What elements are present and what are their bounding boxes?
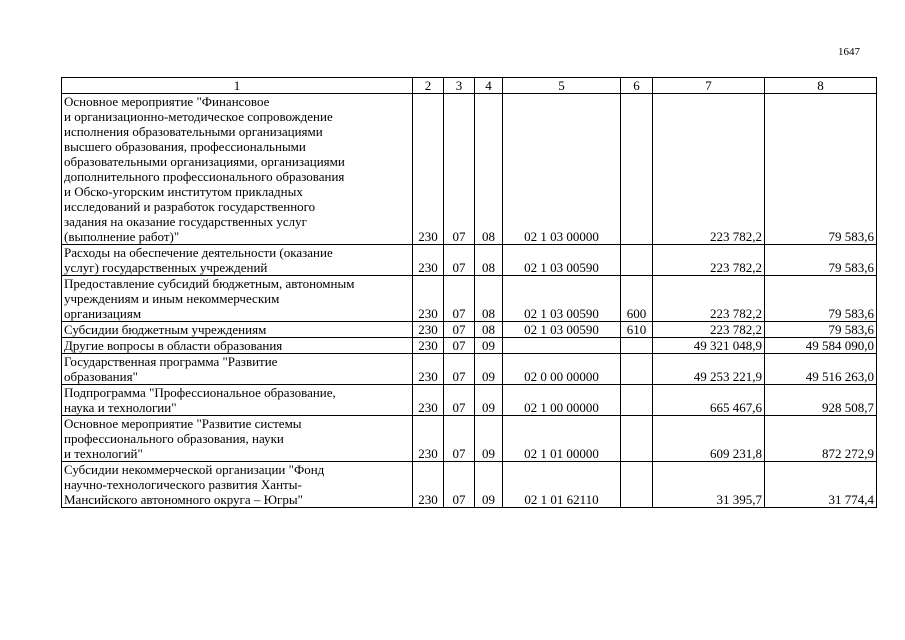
subsection-cell: 08 bbox=[475, 94, 503, 245]
amount-year2-cell: 928 508,7 bbox=[765, 385, 877, 416]
code-cell: 230 bbox=[413, 338, 444, 354]
amount-year1-cell: 49 253 221,9 bbox=[653, 354, 765, 385]
code-cell: 230 bbox=[413, 354, 444, 385]
amount-year2-cell: 79 583,6 bbox=[765, 322, 877, 338]
row-name-cell bbox=[62, 354, 413, 385]
row-name-line: Расходы на обеспечение деятельности (оказание bbox=[64, 245, 333, 260]
code-cell: 230 bbox=[413, 385, 444, 416]
amount-year1-cell: 665 467,6 bbox=[653, 385, 765, 416]
code-cell: 230 bbox=[413, 245, 444, 276]
row-name-line: исполнения образовательными организациями bbox=[64, 124, 323, 139]
amount-year2-cell: 49 584 090,0 bbox=[765, 338, 877, 354]
expense-type-cell bbox=[621, 94, 653, 245]
section-cell: 07 bbox=[444, 245, 475, 276]
header-cell: 6 bbox=[621, 78, 653, 94]
row-name-line: и Обско-угорским институтом прикладных bbox=[64, 184, 303, 199]
section-cell: 07 bbox=[444, 338, 475, 354]
amount-year1-cell: 223 782,2 bbox=[653, 322, 765, 338]
subsection-cell: 08 bbox=[475, 322, 503, 338]
expense-type-cell bbox=[621, 462, 653, 508]
target-article-cell: 02 1 03 00590 bbox=[503, 245, 621, 276]
row-name-line: (выполнение работ)" bbox=[64, 229, 180, 244]
row-name-line: Основное мероприятие "Финансовое bbox=[64, 94, 270, 109]
amount-year1-cell: 49 321 048,9 bbox=[653, 338, 765, 354]
target-article-cell: 02 1 03 00590 bbox=[503, 276, 621, 322]
page-number: 1647 bbox=[838, 46, 860, 58]
code-cell: 230 bbox=[413, 322, 444, 338]
row-name-line: Субсидии бюджетным учреждениям bbox=[64, 322, 267, 337]
amount-year2-cell: 49 516 263,0 bbox=[765, 354, 877, 385]
target-article-cell: 02 1 01 00000 bbox=[503, 416, 621, 462]
subsection-cell: 08 bbox=[475, 276, 503, 322]
row-name-cell bbox=[62, 338, 413, 354]
target-article-cell: 02 1 03 00000 bbox=[503, 94, 621, 245]
amount-year2-cell: 79 583,6 bbox=[765, 276, 877, 322]
row-name-cell bbox=[62, 94, 413, 245]
expense-type-cell bbox=[621, 354, 653, 385]
table-row bbox=[62, 385, 877, 416]
budget-table bbox=[61, 77, 877, 508]
row-name-line: Основное мероприятие "Развитие системы bbox=[64, 416, 302, 431]
expense-type-cell: 600 bbox=[621, 276, 653, 322]
amount-year2-cell: 872 272,9 bbox=[765, 416, 877, 462]
row-name-line: Предоставление субсидий бюджетным, автономным bbox=[64, 276, 355, 291]
table-row bbox=[62, 416, 877, 462]
amount-year1-cell: 223 782,2 bbox=[653, 276, 765, 322]
target-article-cell bbox=[503, 338, 621, 354]
header-cell: 2 bbox=[413, 78, 444, 94]
row-name-line: образования" bbox=[64, 369, 138, 384]
row-name-line: дополнительного профессионального образования bbox=[64, 169, 345, 184]
header-cell: 7 bbox=[653, 78, 765, 94]
table-row bbox=[62, 322, 877, 338]
table-row bbox=[62, 354, 877, 385]
table-row bbox=[62, 276, 877, 322]
target-article-cell: 02 0 00 00000 bbox=[503, 354, 621, 385]
table-row bbox=[62, 245, 877, 276]
amount-year1-cell: 223 782,2 bbox=[653, 245, 765, 276]
amount-year1-cell: 223 782,2 bbox=[653, 94, 765, 245]
table-row bbox=[62, 338, 877, 354]
code-cell: 230 bbox=[413, 276, 444, 322]
row-name-cell bbox=[62, 276, 413, 322]
section-cell: 07 bbox=[444, 385, 475, 416]
expense-type-cell bbox=[621, 245, 653, 276]
row-name-line: Мансийского автономного округа – Югры" bbox=[64, 492, 303, 507]
row-name-line: наука и технологии" bbox=[64, 400, 177, 415]
header-cell: 8 bbox=[765, 78, 877, 94]
row-name-line: Подпрограмма "Профессиональное образование, bbox=[64, 385, 336, 400]
expense-type-cell bbox=[621, 338, 653, 354]
row-name-line: услуг) государственных учреждений bbox=[64, 260, 268, 275]
subsection-cell: 08 bbox=[475, 245, 503, 276]
subsection-cell: 09 bbox=[475, 338, 503, 354]
expense-type-cell: 610 bbox=[621, 322, 653, 338]
header-cell: 4 bbox=[475, 78, 503, 94]
row-name-cell bbox=[62, 462, 413, 508]
row-name-line: Другие вопросы в области образования bbox=[64, 338, 283, 353]
section-cell: 07 bbox=[444, 276, 475, 322]
expense-type-cell bbox=[621, 416, 653, 462]
row-name-line: Государственная программа "Развитие bbox=[64, 354, 278, 369]
code-cell: 230 bbox=[413, 94, 444, 245]
target-article-cell: 02 1 03 00590 bbox=[503, 322, 621, 338]
section-cell: 07 bbox=[444, 94, 475, 245]
row-name-line: Субсидии некоммерческой организации "Фонд bbox=[64, 462, 325, 477]
section-cell: 07 bbox=[444, 322, 475, 338]
table-header-row bbox=[62, 78, 877, 94]
code-cell: 230 bbox=[413, 462, 444, 508]
row-name-line: исследований и разработок государственного bbox=[64, 199, 316, 214]
target-article-cell: 02 1 01 62110 bbox=[503, 462, 621, 508]
amount-year1-cell: 609 231,8 bbox=[653, 416, 765, 462]
row-name-cell bbox=[62, 322, 413, 338]
row-name-line: и организационно-методическое сопровождение bbox=[64, 109, 333, 124]
row-name-cell bbox=[62, 245, 413, 276]
row-name-cell bbox=[62, 385, 413, 416]
amount-year2-cell: 31 774,4 bbox=[765, 462, 877, 508]
amount-year1-cell: 31 395,7 bbox=[653, 462, 765, 508]
subsection-cell: 09 bbox=[475, 385, 503, 416]
subsection-cell: 09 bbox=[475, 416, 503, 462]
expense-type-cell bbox=[621, 385, 653, 416]
target-article-cell: 02 1 00 00000 bbox=[503, 385, 621, 416]
section-cell: 07 bbox=[444, 462, 475, 508]
row-name-line: научно-технологического развития Ханты- bbox=[64, 477, 302, 492]
subsection-cell: 09 bbox=[475, 462, 503, 508]
header-cell: 5 bbox=[503, 78, 621, 94]
row-name-line: образовательными организациями, организациями bbox=[64, 154, 345, 169]
row-name-cell bbox=[62, 416, 413, 462]
header-cell: 3 bbox=[444, 78, 475, 94]
amount-year2-cell: 79 583,6 bbox=[765, 245, 877, 276]
row-name-line: высшего образования, профессиональными bbox=[64, 139, 306, 154]
row-name-line: профессионального образования, науки bbox=[64, 431, 284, 446]
table-row bbox=[62, 94, 877, 245]
code-cell: 230 bbox=[413, 416, 444, 462]
table-row bbox=[62, 462, 877, 508]
section-cell: 07 bbox=[444, 416, 475, 462]
amount-year2-cell: 79 583,6 bbox=[765, 94, 877, 245]
row-name-line: учреждениям и иным некоммерческим bbox=[64, 291, 280, 306]
row-name-line: и технологий" bbox=[64, 446, 143, 461]
row-name-line: задания на оказание государственных услуг bbox=[64, 214, 307, 229]
section-cell: 07 bbox=[444, 354, 475, 385]
subsection-cell: 09 bbox=[475, 354, 503, 385]
row-name-line: организациям bbox=[64, 306, 142, 321]
header-cell: 1 bbox=[62, 78, 413, 94]
